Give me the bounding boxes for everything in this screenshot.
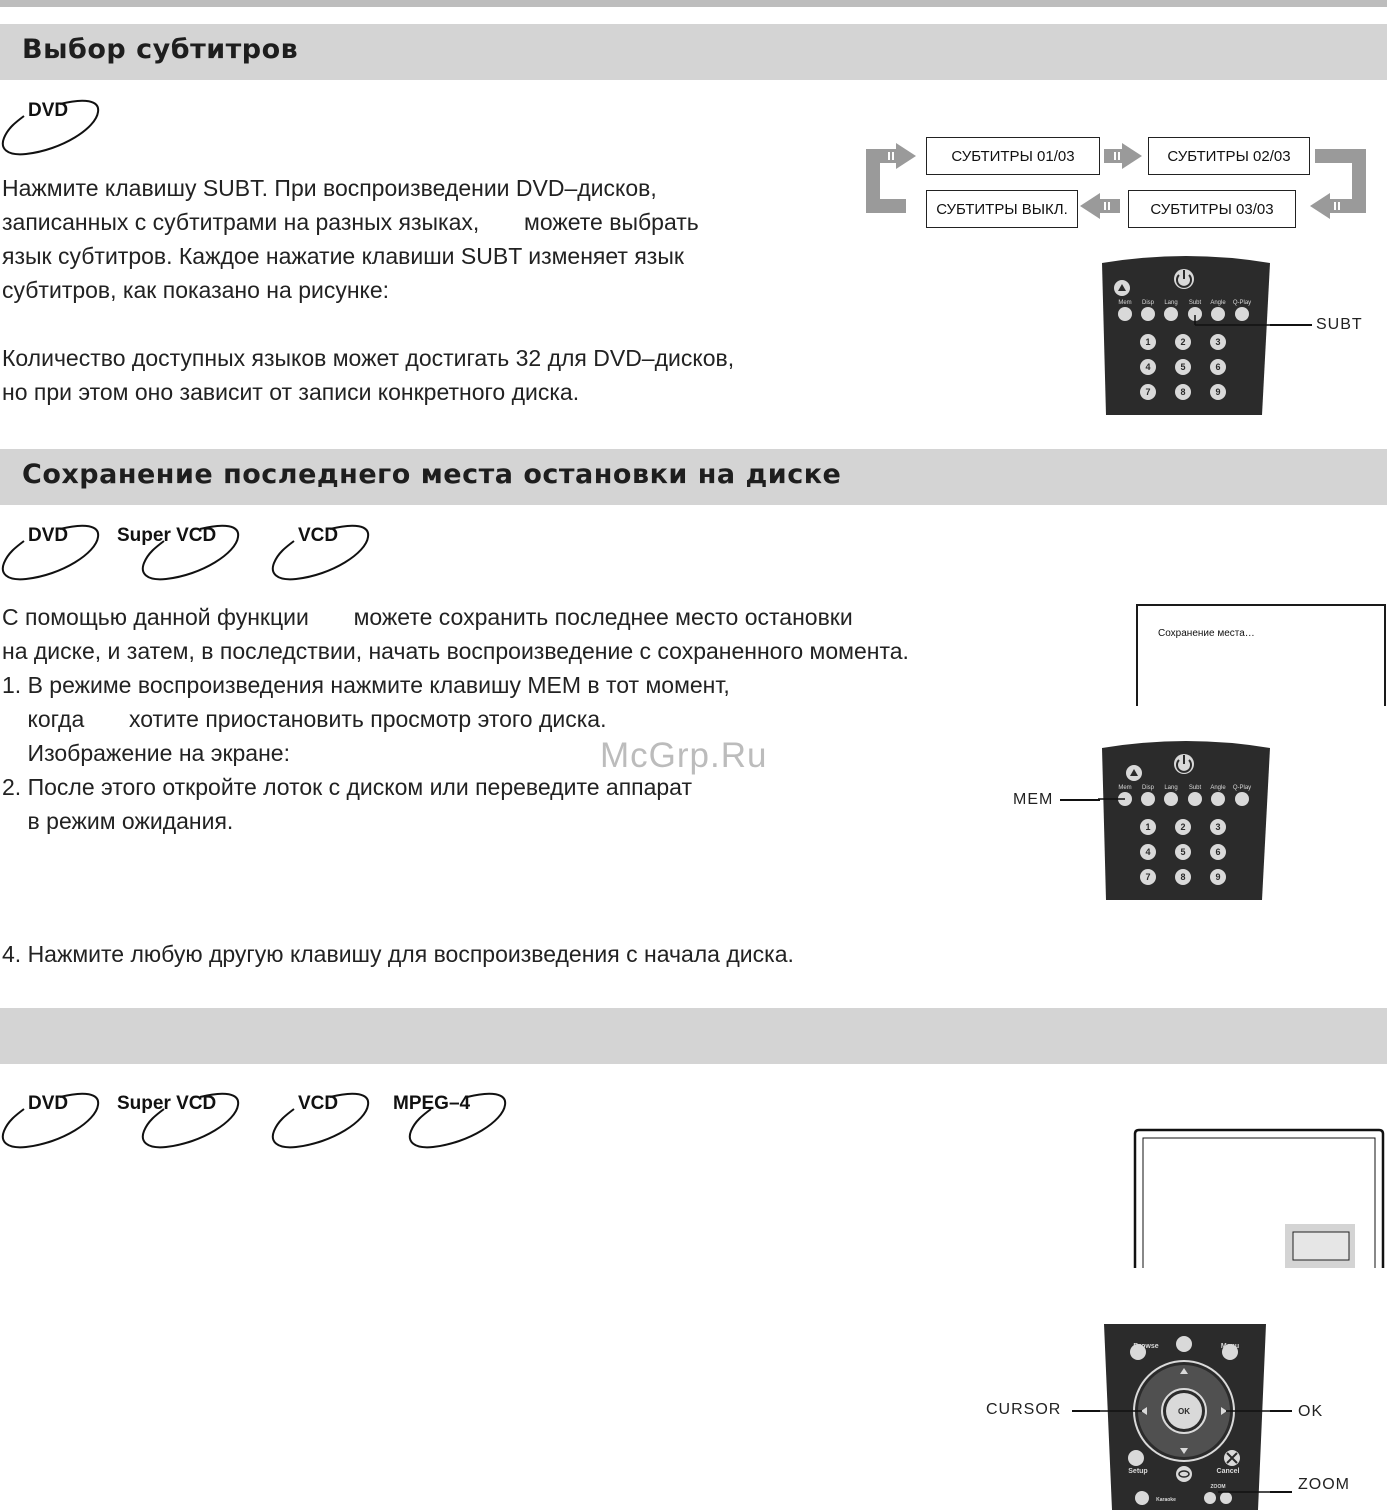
remote1-btn-lang: Lang — [1164, 300, 1178, 306]
svg-text:1: 1 — [1145, 337, 1151, 347]
svg-text:9: 9 — [1215, 387, 1221, 397]
remote2-btn-disp: Disp — [1141, 785, 1155, 791]
top-rule — [0, 0, 1387, 7]
badge-vcd-label: VCD — [298, 525, 339, 546]
remote1-btn-angle: Angle — [1210, 300, 1226, 306]
section-title-subtitles: Выбор субтитров — [22, 34, 299, 65]
svg-text:8: 8 — [1180, 387, 1186, 397]
svg-text:2: 2 — [1180, 337, 1186, 347]
remote1-btn-qplay: Q-Play — [1232, 300, 1252, 306]
remote-control-top-2 — [1098, 740, 1273, 900]
remote1-btn-disp: Disp — [1141, 300, 1155, 306]
nav-btn-setup: Setup — [1128, 1468, 1148, 1475]
zoom-callout-line — [1270, 1491, 1292, 1493]
svg-text:3: 3 — [1215, 337, 1221, 347]
remote1-btn-mem: Mem — [1118, 300, 1132, 306]
svg-text:5: 5 — [1180, 847, 1186, 857]
remote2-btn-mem: Mem — [1118, 785, 1132, 791]
subt-callout-line — [1270, 324, 1312, 326]
badge-dvd-label: DVD — [28, 1093, 69, 1114]
svg-text:1: 1 — [1145, 822, 1151, 832]
badge-svcd-label: Super VCD — [117, 525, 217, 546]
mem-callout-line — [1060, 799, 1100, 801]
badge-dvd-label: DVD — [28, 525, 69, 546]
cursor-callout-line — [1072, 1410, 1100, 1412]
svg-text:6: 6 — [1215, 362, 1221, 372]
remote2-btn-angle: Angle — [1210, 785, 1226, 791]
svg-text:3: 3 — [1215, 822, 1221, 832]
remote2-btn-lang: Lang — [1164, 785, 1178, 791]
svg-text:6: 6 — [1215, 847, 1221, 857]
svg-text:9: 9 — [1215, 872, 1221, 882]
remote1-btn-subt: Subt — [1188, 300, 1202, 306]
nav-btn-menu: Menu — [1220, 1343, 1240, 1350]
svg-text:7: 7 — [1145, 872, 1151, 882]
cursor-callout-label: CURSOR — [986, 1401, 1062, 1418]
mem-callout-label: MEM — [1013, 791, 1054, 808]
remote-control-nav — [1100, 1322, 1270, 1510]
tv-screen-zoom — [1133, 1128, 1385, 1268]
remote2-btn-subt: Subt — [1188, 785, 1202, 791]
nav-btn-browse: Browse — [1133, 1343, 1159, 1350]
svg-text:4: 4 — [1145, 362, 1151, 372]
badge-mpeg4-label: MPEG–4 — [393, 1093, 471, 1114]
nav-btn-zoom: ZOOM — [1210, 1484, 1226, 1490]
subt-callout-label: SUBT — [1316, 316, 1363, 333]
svg-text:4: 4 — [1145, 847, 1151, 857]
subtitle-state-01: СУБТИТРЫ 01/03 — [926, 137, 1100, 175]
svg-text:2: 2 — [1180, 822, 1186, 832]
section-title-resume: Сохранение последнего места остановки на диске — [22, 459, 842, 490]
zoom-callout-label: ZOOM — [1298, 1476, 1350, 1493]
subtitle-state-03: СУБТИТРЫ 03/03 — [1128, 190, 1296, 228]
subtitles-paragraph-2: Количество доступных языков может достигать 32 для DVD–дисков, но при этом оно зависит от записи конкретного диска. — [2, 345, 735, 405]
svg-text:5: 5 — [1180, 362, 1186, 372]
nav-btn-karaoke: Karaoke — [1156, 1497, 1176, 1503]
section-header-zoom — [0, 1008, 1387, 1064]
subtitle-state-off: СУБТИТРЫ ВЫКЛ. — [926, 190, 1078, 228]
screen-message: Сохранение места… — [1158, 628, 1255, 639]
resume-step-4: 4. Нажмите любую другую клавишу для воспроизведения с начала диска. — [2, 941, 794, 967]
ok-callout-label: OK — [1298, 1403, 1324, 1420]
tv-screen-resume — [1136, 604, 1386, 706]
watermark: McGrp.Ru — [600, 736, 768, 775]
badge-svcd-label: Super VCD — [117, 1093, 217, 1114]
badge-vcd-label: VCD — [298, 1093, 339, 1114]
nav-btn-cancel: Cancel — [1216, 1468, 1240, 1475]
subtitle-state-02: СУБТИТРЫ 02/03 — [1148, 137, 1310, 175]
subtitles-paragraph-1: Нажмите клавишу SUBT. При воспроизведении DVD–дисков, записанных с субтитрами на разных языках, можете выбрать язык субтитров. Каждое нажатие клавиши SUBT изменяет язык субтитров, как показано на рисунке: — [2, 175, 699, 303]
badge-dvd-label: DVD — [28, 100, 69, 121]
svg-text:8: 8 — [1180, 872, 1186, 882]
svg-text:7: 7 — [1145, 387, 1151, 397]
resume-instructions: С помощью данной функции можете сохранить последнее место остановки на диске, и затем, в последствии, начать воспроизведение с сохраненного момента. 1. В режиме воспроизведения нажмите клавишу MEM в тот момент, когда хотите приостановить просмотр этого диска. Изображение на экране: 2. После этого откройте лоток с диском или переведите аппарат в режим ожидания. — [2, 604, 909, 834]
ok-callout-line — [1270, 1410, 1292, 1412]
nav-btn-ok-label: OK — [1178, 1407, 1190, 1416]
remote-control-top-1 — [1098, 255, 1273, 415]
remote2-btn-qplay: Q-Play — [1232, 785, 1252, 791]
